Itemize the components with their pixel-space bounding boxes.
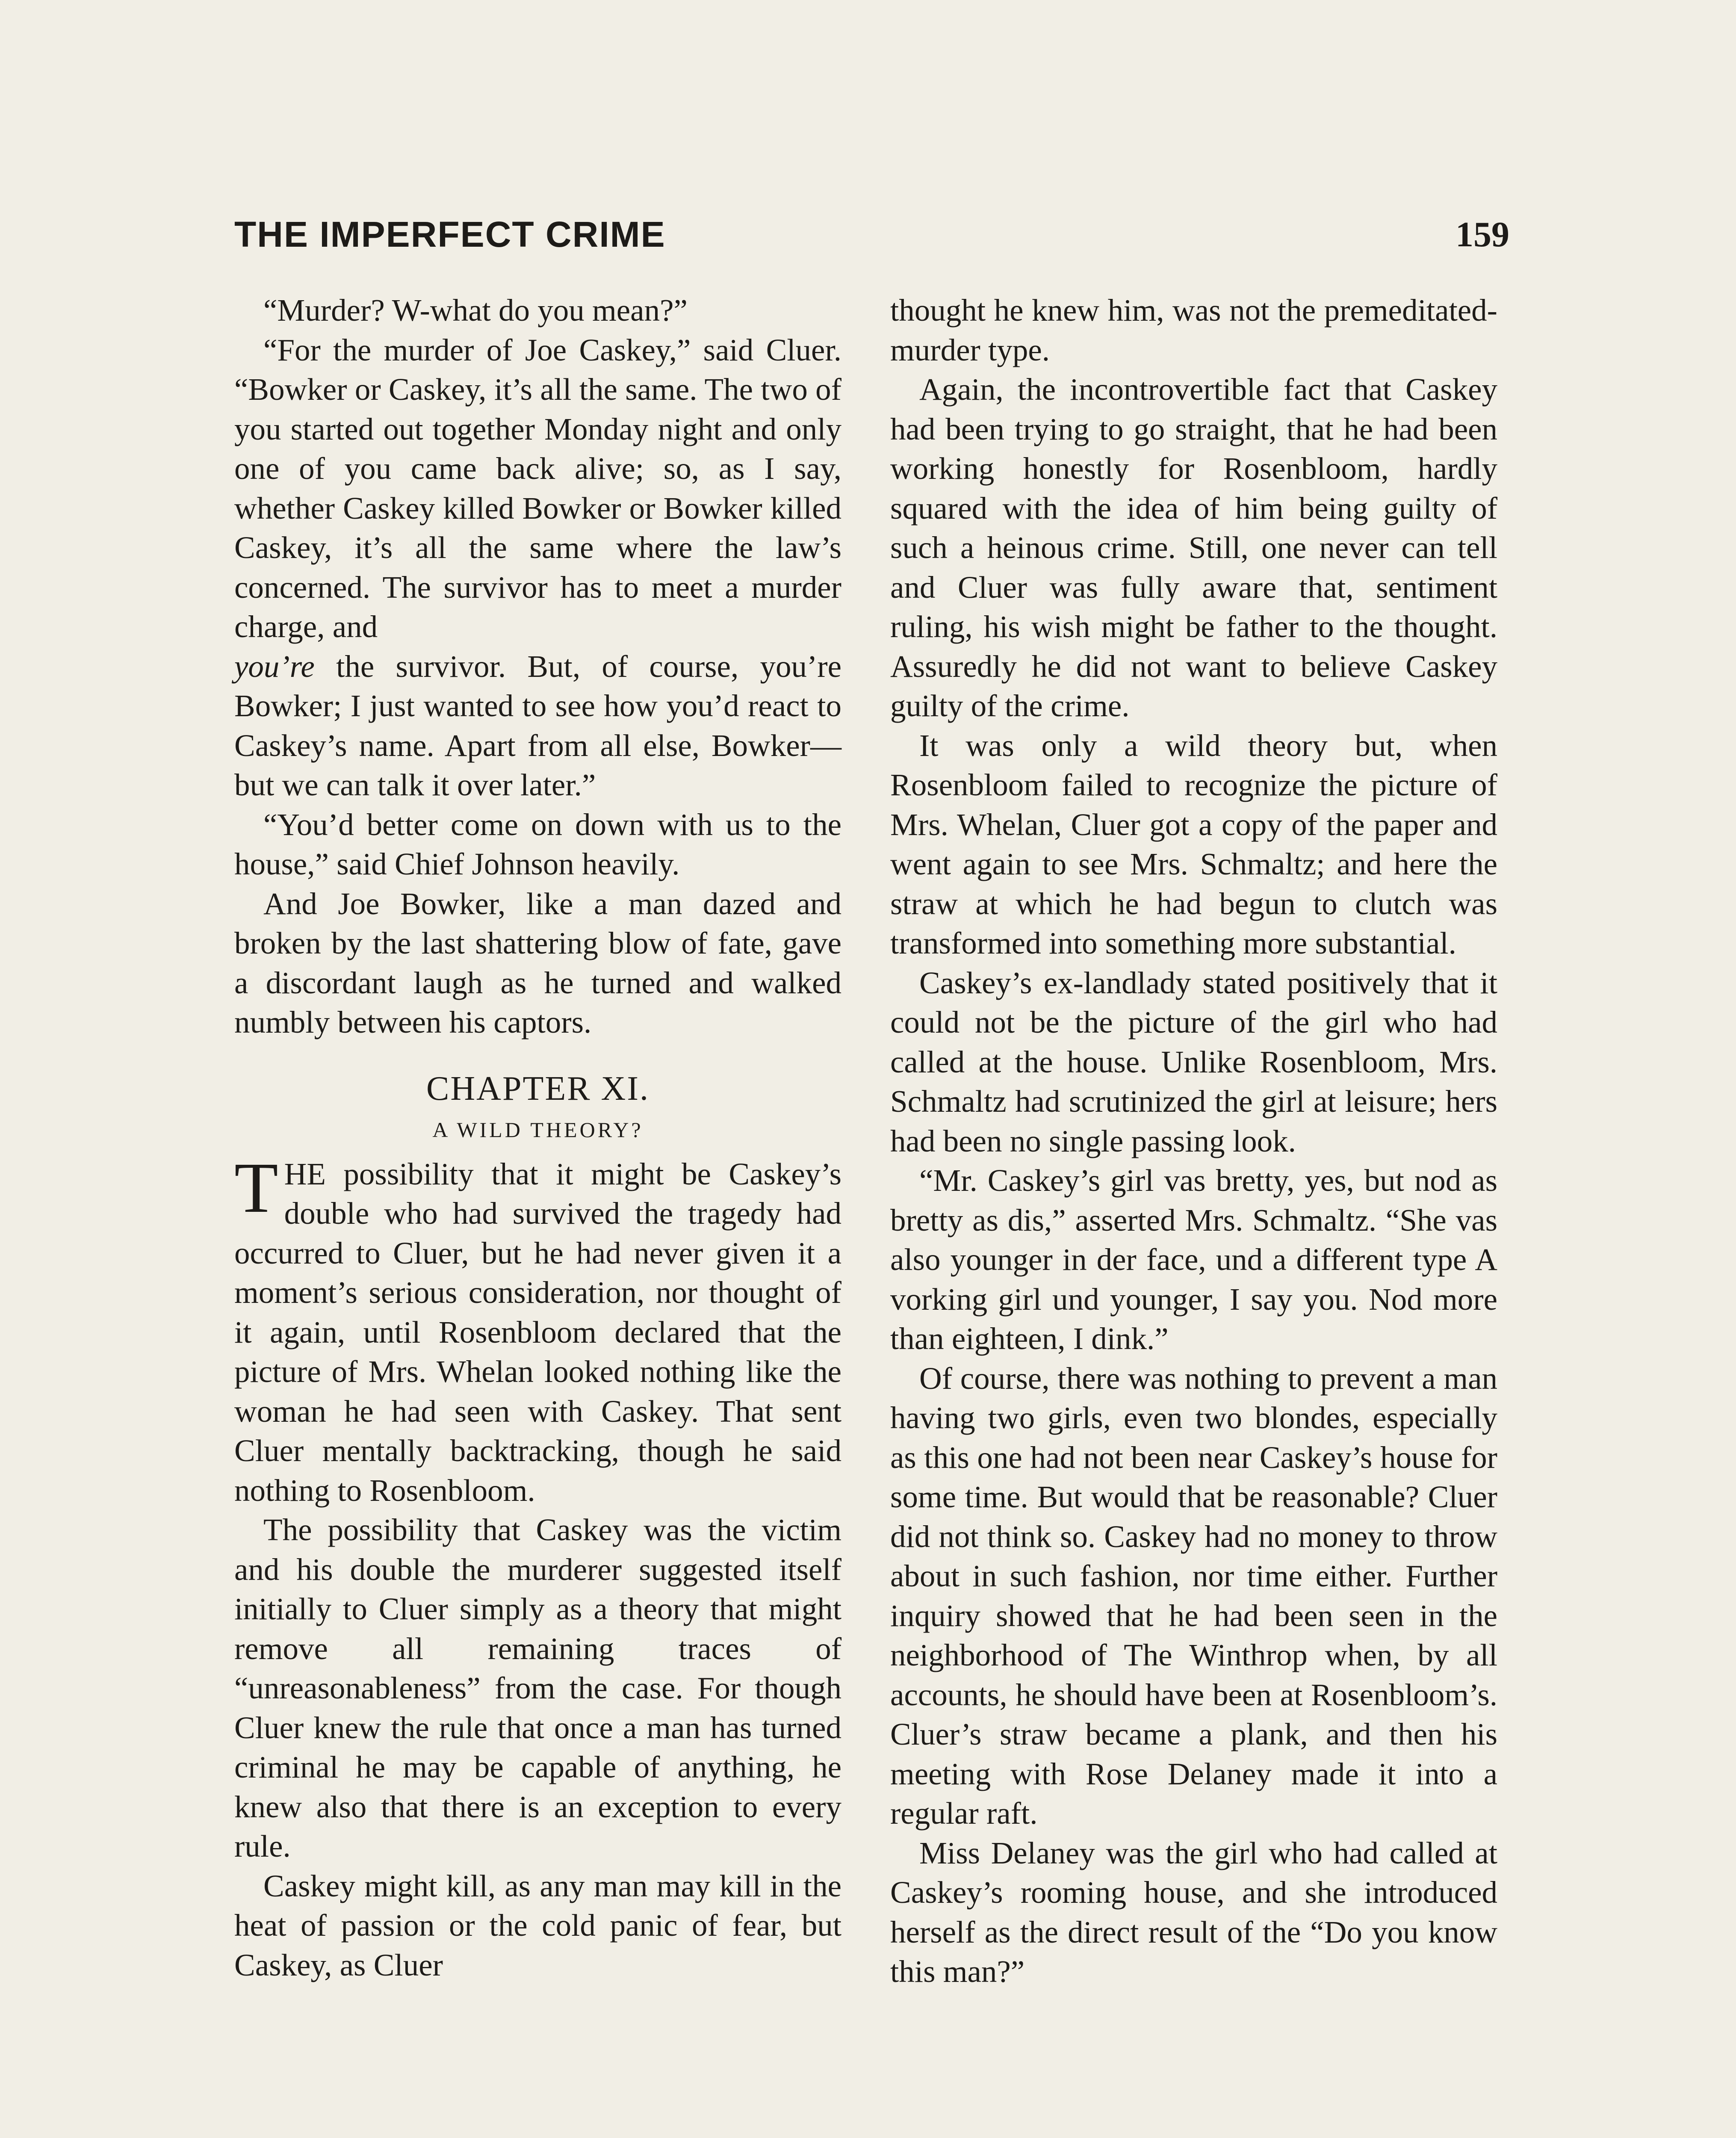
paragraph-continued: thought he knew him, was not the premeditated-murder type.: [890, 293, 1497, 367]
drop-cap: T: [234, 1148, 278, 1228]
left-column: [234, 291, 841, 1985]
paragraph: “You’d better come on down with us to the house,” said Chief Johnson heavily.: [234, 807, 841, 881]
paragraph-text: the survivor. But, of course, you’re Bowker; I just wanted to see how you’d react to Caskey’s name. Apart from all else, Bowker—but we can talk it over later.”: [234, 649, 841, 802]
paragraph: “Mr. Caskey’s girl vas bretty, yes, but nod as bretty as dis,” asserted Mrs. Schmaltz. “She vas also younger in der face, und a different type A vorking girl und younger, I say you. Nod more than eighteen, I dink.”: [890, 1163, 1497, 1356]
chapter-title: CHAPTER XI.: [426, 1069, 650, 1107]
paragraph: Of course, there was nothing to prevent a man having two girls, even two blondes, especially as this one had not been near Caskey’s house for some time. But would that be reasonable? Cluer did not think so. Caskey had no money to throw about in such fashion, nor time either. Further inquiry showed that he had been seen in the neighborhood of The Winthrop when, by all accounts, he should have been at Rosenbloom’s. Cluer’s straw became a plank, and then his meeting with Rose Delaney made it into a regular raft.: [890, 1361, 1497, 1831]
paragraph: Caskey might kill, as any man may kill in the heat of passion or the cold panic of fear, but Caskey, as Cluer: [234, 1868, 841, 1982]
paragraph: “Murder? W-what do you mean?”: [263, 293, 688, 328]
paragraph: It was only a wild theory but, when Rosenbloom failed to recognize the picture of Mrs. Whelan, Cluer got a copy of the paper and went again to see Mrs. Schmaltz; and here the straw at which he had begun to clutch was transformed into something more substantial.: [890, 728, 1497, 960]
chapter-opening-paragraph: [234, 1148, 841, 1511]
right-column: [890, 291, 1497, 1992]
paragraph: Caskey’s ex-landlady stated positively that it could not be the picture of the girl who had called at the house. Unlike Rosenbloom, Mrs. Schmaltz had scrutinized the girl at leisure; hers had been no single passing look.: [890, 965, 1497, 1158]
paragraph: And Joe Bowker, like a man dazed and broken by the last shattering blow of fate, gave a discordant laugh as he turned and walked numbly between his captors.: [234, 886, 841, 1039]
paragraph: Miss Delaney was the girl who had called at Caskey’s rooming house, and she introduced herself as the direct result of the “Do you know this man?”: [890, 1835, 1497, 1989]
running-title: THE IMPERFECT CRIME: [234, 214, 666, 254]
chapter-subtitle: A WILD THEORY?: [432, 1117, 644, 1142]
paragraph: Again, the incontrovertible fact that Caskey had been trying to go straight, that he had been working honestly for Rosenbloom, hardly squared with the idea of him being guilty of such a heinous crime. Still, one never can tell and Cluer was fully aware that, sentiment ruling, his wish might be father to the thought. Assuredly he did not want to believe Caskey guilty of the crime.: [890, 372, 1497, 723]
paragraph: The possibility that Caskey was the victim and his double the murderer suggested itself initially to Cluer simply as a theory that might remove all remaining traces of “unreasonableness” from the case. For though Cluer knew the rule that once a man has turned criminal he may be capable of anything, he knew also that there is an exception to every rule.: [234, 1512, 841, 1863]
paragraph: “For the murder of Joe Caskey,” said Cluer. “Bowker or Caskey, it’s all the same. The two of you started out together Monday night and only one of you came back alive; so, as I say, whether Caskey killed Bowker or Bowker killed Caskey, it’s all the same where the law’s concerned. The survivor has to meet a murder charge, and: [234, 332, 841, 644]
paragraph-text: HE possibility that it might be Caskey’s double who had survived the tragedy had occurred to Cluer, but he had never given it a moment’s serious consideration, nor thought of it again, until Rosenbloom declared that the picture of Mrs. Whelan looked nothing like the woman he had seen with Caskey. That sent Cluer mentally backtracking, though he said nothing to Rosenbloom.: [234, 1156, 841, 1508]
paragraph-continued: [234, 647, 841, 805]
page-number: 159: [1456, 215, 1509, 254]
italic-emphasis: you’re: [234, 649, 315, 684]
